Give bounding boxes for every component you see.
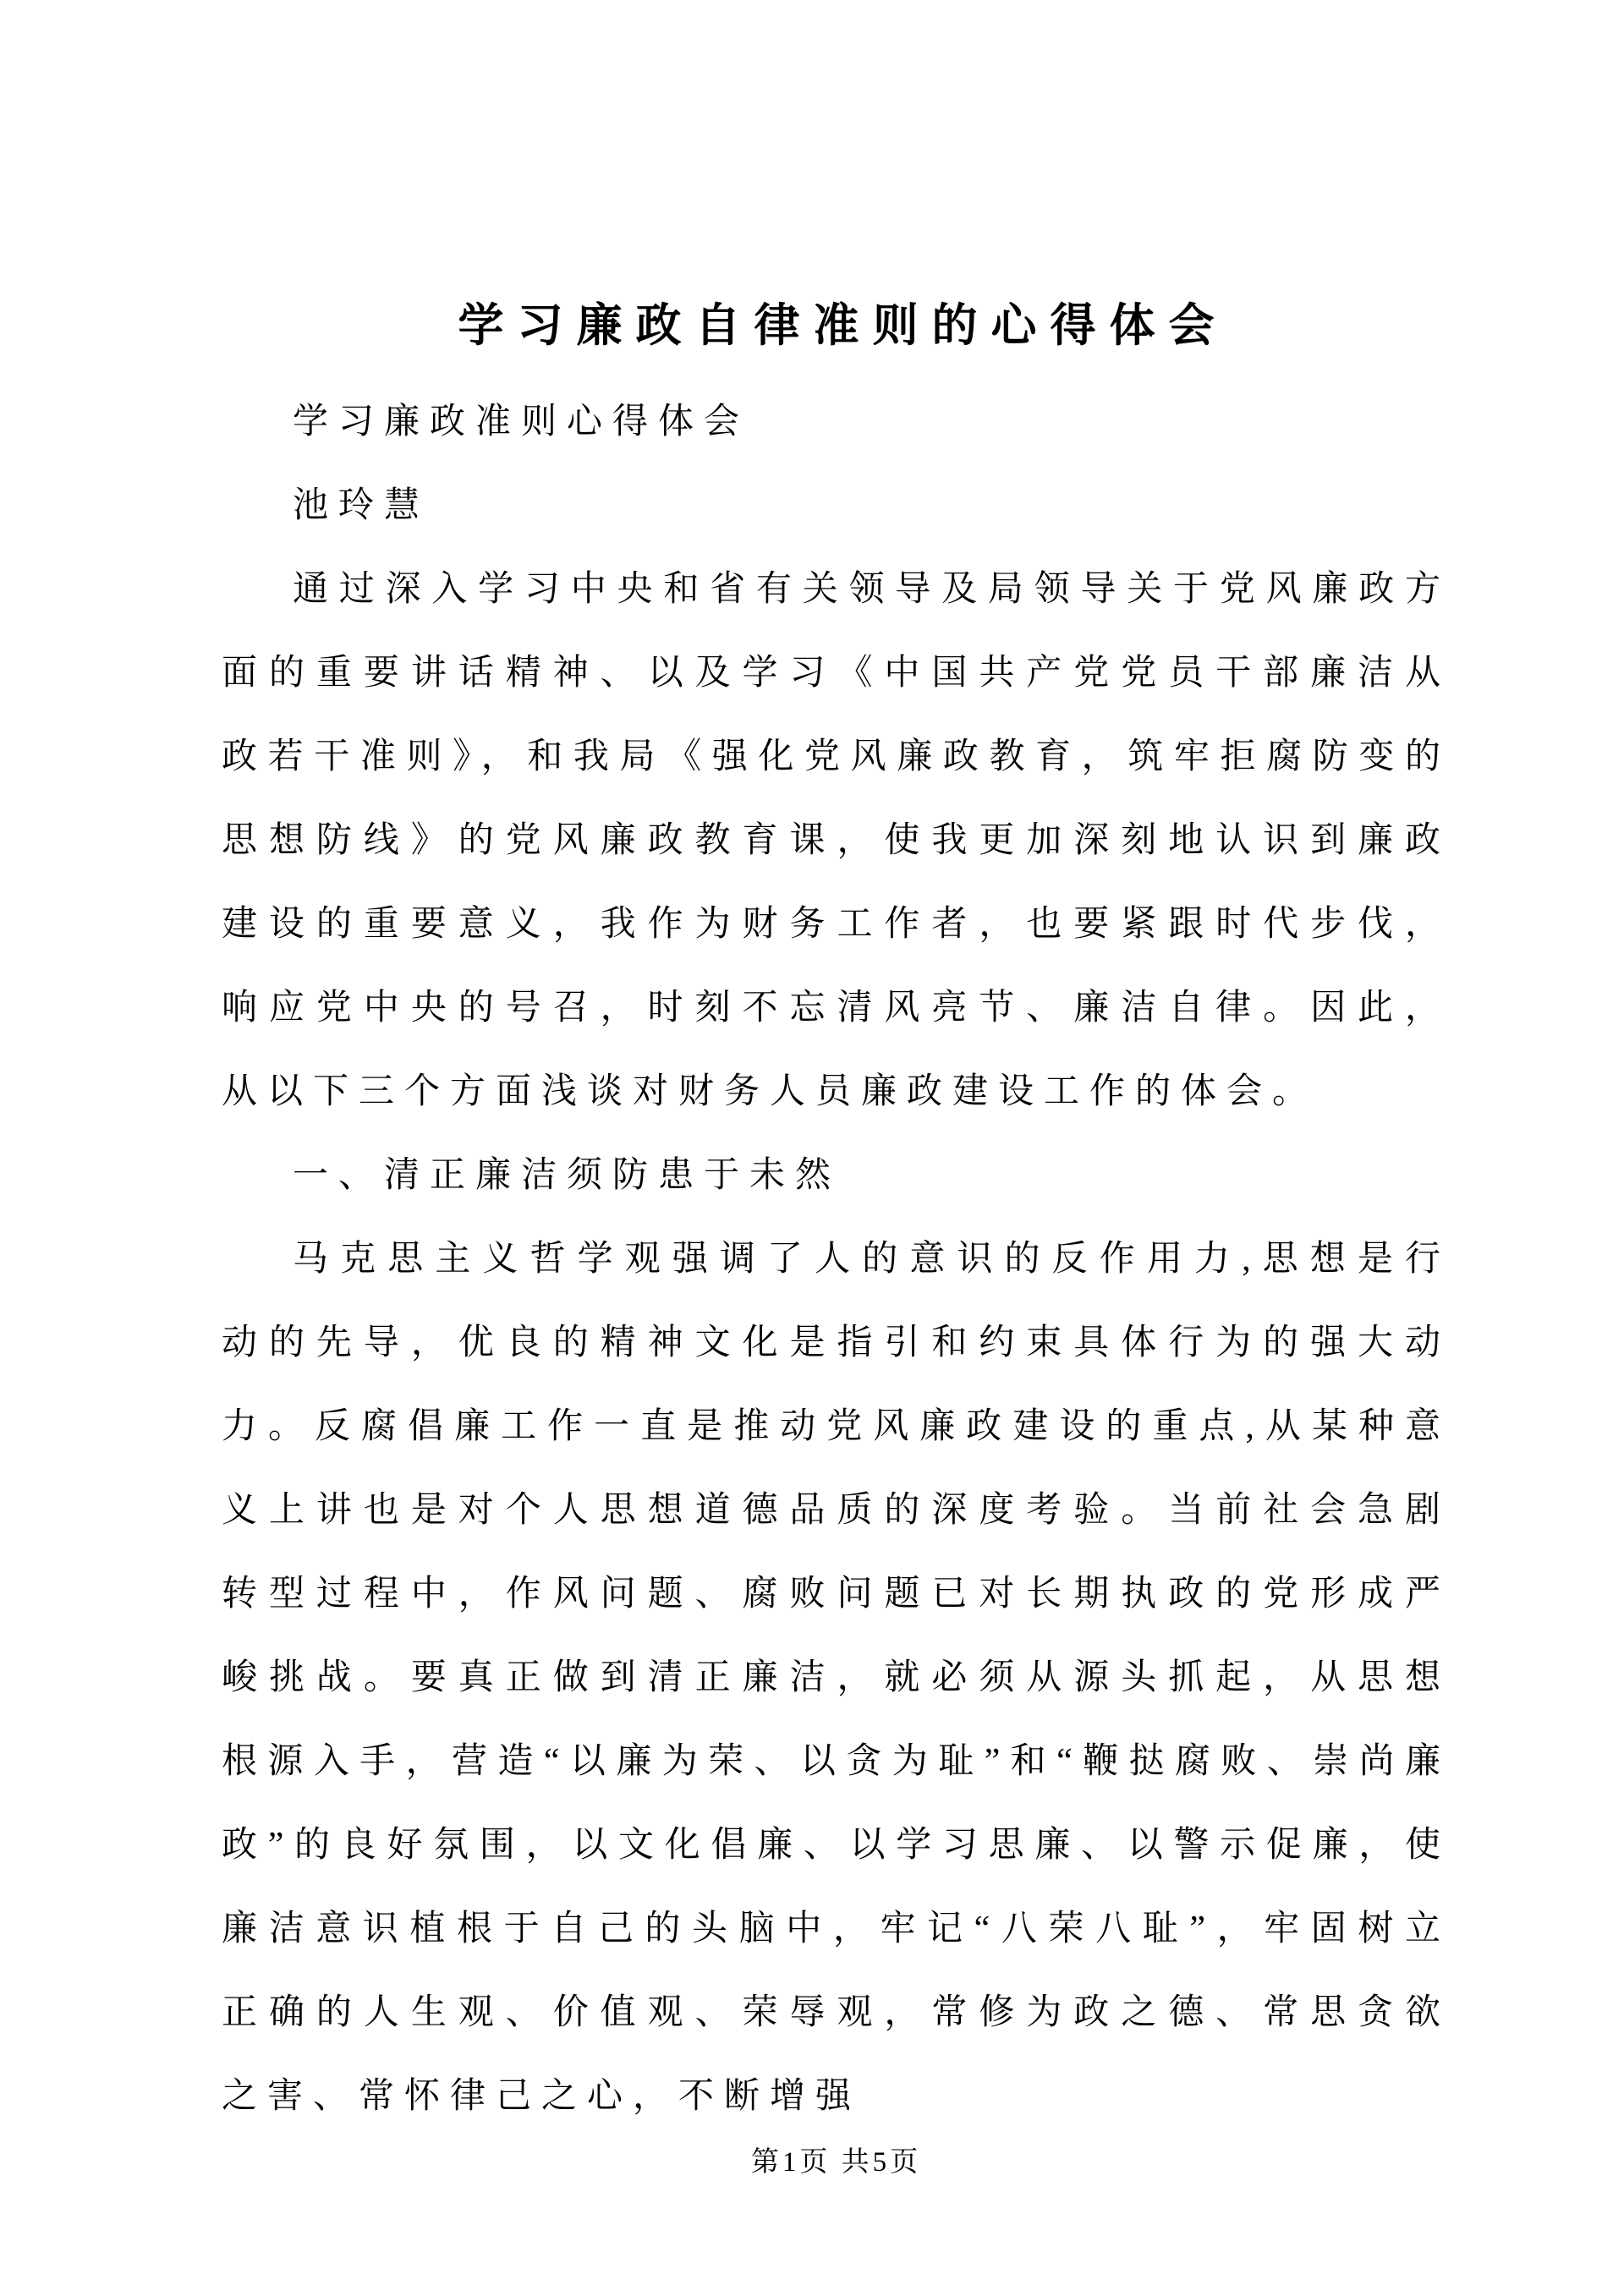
page-footer	[222, 2140, 1451, 2179]
page-number-label: 第1页 共5页	[750, 2147, 922, 2178]
document-body	[222, 381, 1451, 2139]
document-title: 学习廉政自律准则的心得体会	[458, 300, 1228, 351]
paragraph: 马克思主义哲学观强调了人的意识的反作用力,思想是行动的先导，优良的精神文化是指引和约束具体行为的强大动力。反腐倡廉工作一直是推动党风廉政建设的重点,从某种意义上讲也是对个人思想道德品质的深度考验。当前社会急剧转型过程中，作风问题、腐败问题已对长期执政的党形成严峻挑战。要真正做到清正廉洁，就必须从源头抓起，从思想根源入手，营造“以廉为荣、以贪为耻”和“鞭挞腐败、崇尚廉政”的良好氛围，以文化倡廉、以学习思廉、以警示促廉，使廉洁意识植根于自己的头脑中，牢记“八荣八耻”，牢固树立正确的人生观、价值观、荣辱观，常修为政之德、常思贪欲之害、常怀律己之心，不断增强	[222, 1240, 1451, 2116]
section-heading: 一、清正廉洁须防患于未然	[293, 1156, 842, 1195]
paragraph: 学习廉政准则心得体会	[293, 403, 750, 441]
paragraph: 池玲慧	[293, 486, 431, 525]
paragraph: 通过深入学习中央和省有关领导及局领导关于党风廉政方面的重要讲话精神、以及学习《中国共产党党员干部廉洁从政若干准则》，和我局《强化党风廉政教育，筑牢拒腐防变的思想防线》的党风廉政教育课，使我更加深刻地认识到廉政建设的重要意义，我作为财务工作者，也要紧跟时代步伐，响应党中央的号召，时刻不忘清风亮节、廉洁自律。因此，从以下三个方面浅谈对财务人员廉政建设工作的体会。	[222, 570, 1451, 1111]
